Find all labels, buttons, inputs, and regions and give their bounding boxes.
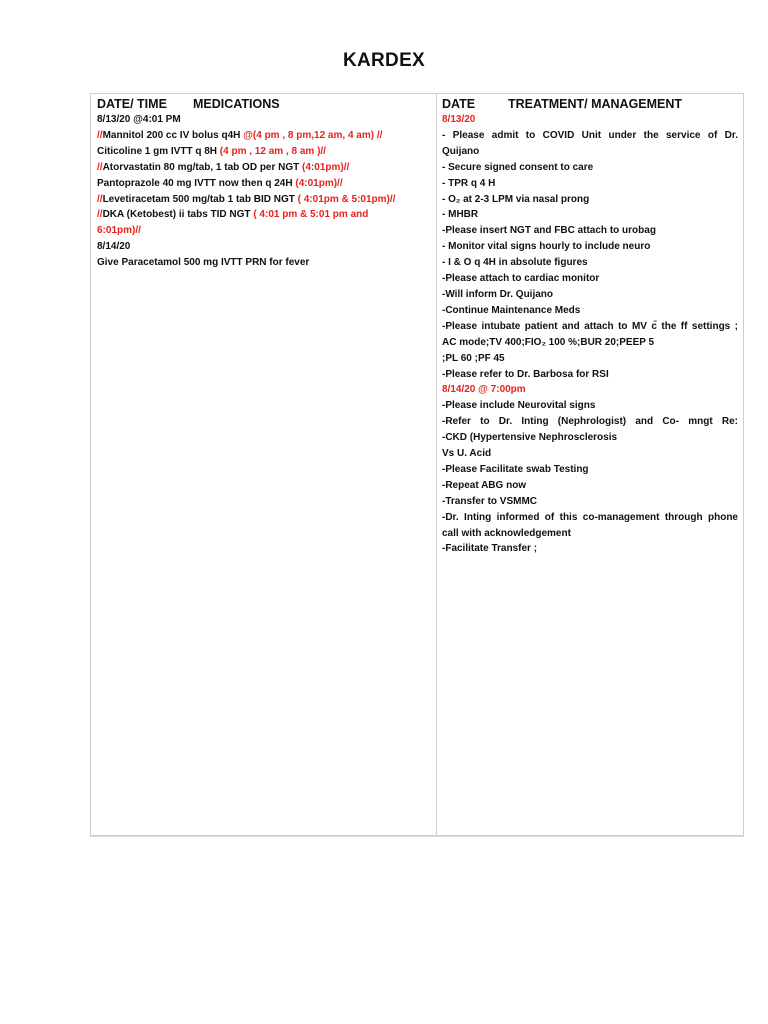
medication-line — [97, 144, 432, 160]
date-header: DATE — [442, 97, 476, 111]
medication-text: Atorvastatin 80 mg/tab, 1 tab OD per NGT — [102, 161, 303, 173]
medication-text: Citicoline 1 gm IVTT q 8H — [97, 145, 220, 157]
medication-text: // — [97, 193, 103, 205]
treatment-line — [442, 335, 738, 351]
treatment-line — [442, 462, 738, 478]
treatment-text: -Refer to Dr. Inting (Nephrologist) and Co- mngt Re: — [442, 416, 738, 428]
medication-text: Mannitol 200 cc IV bolus q4H — [102, 129, 244, 141]
treatment-text: - TPR q 4 H — [442, 177, 496, 189]
treatment-line — [442, 223, 738, 239]
treatment-text: -Repeat ABG now — [442, 479, 527, 491]
medication-line — [97, 223, 432, 239]
medication-line — [97, 176, 432, 192]
treatment-line — [442, 510, 738, 526]
medications-column — [91, 94, 437, 835]
treatment-line — [442, 287, 738, 303]
treatment-line — [442, 112, 738, 128]
medication-text: Pantoprazole 40 mg IVTT now then q 24H — [97, 177, 296, 189]
treatment-line — [442, 303, 738, 319]
treatment-line — [442, 414, 738, 430]
treatment-text: -Facilitate Transfer ; — [442, 543, 538, 555]
treatment-line — [442, 351, 738, 367]
medication-text: (4:01pm)// — [302, 161, 350, 173]
treatment-text: -Please include Neurovital signs — [442, 400, 596, 412]
treatment-text: - Monitor vital signs hourly to include neuro — [442, 241, 651, 253]
medication-text: ( 4:01 pm & 5:01 pm and — [253, 209, 369, 221]
treatment-text: - Secure signed consent to care — [442, 161, 594, 173]
medication-line — [97, 207, 432, 223]
medication-text: // — [97, 209, 103, 221]
medication-line — [97, 192, 432, 208]
treatment-text: -Please attach to cardiac monitor — [442, 273, 600, 285]
treatment-line — [442, 526, 738, 542]
medication-line — [97, 239, 432, 255]
treatment-line — [442, 430, 738, 446]
medication-text: (4:01pm)// — [295, 177, 343, 189]
treatment-text: -Dr. Inting informed of this co-management through phone — [442, 511, 738, 523]
medication-text: (4 pm , 12 am , 8 am )// — [219, 145, 326, 157]
treatment-column — [437, 94, 743, 835]
treatment-line — [442, 382, 738, 398]
treatment-line — [442, 367, 738, 383]
medication-text: // — [97, 129, 103, 141]
treatment-line — [442, 239, 738, 255]
page-title: KARDEX — [342, 50, 426, 71]
treatment-line — [442, 478, 738, 494]
medication-text: DKA (Ketobest) ii tabs TID NGT — [102, 209, 254, 221]
treatment-line — [442, 271, 738, 287]
treatment-line — [442, 128, 738, 144]
treatment-text: AC mode;TV 400;FIO₂ 100 %;BUR 20;PEEP 5 — [442, 336, 655, 348]
treatment-text: - I & O q 4H in absolute figures — [442, 257, 588, 269]
treatment-line — [442, 192, 738, 208]
treatment-line — [442, 494, 738, 510]
treatment-line — [442, 446, 738, 462]
medication-text: Give Paracetamol 500 mg IVTT PRN for fever — [97, 257, 310, 269]
treatment-header — [442, 96, 738, 112]
medication-text: 6:01pm)// — [97, 225, 141, 237]
treatment-text: call with acknowledgement — [442, 527, 571, 539]
treatment-text: ;PL 60 ;PF 45 — [442, 352, 505, 364]
medication-line — [97, 255, 432, 271]
treatment-line — [442, 144, 738, 160]
treatment-text: -Continue Maintenance Meds — [442, 304, 581, 316]
medication-text: @(4 pm , 8 pm,12 am, 4 am) // — [243, 129, 383, 141]
treatment-text: -Please Facilitate swab Testing — [442, 463, 589, 475]
treatment-text: Vs U. Acid — [442, 448, 492, 460]
treatment-text: -Will inform Dr. Quijano — [442, 288, 554, 300]
treatment-list — [442, 112, 738, 557]
treatment-text: -Please refer to Dr. Barbosa for RSI — [442, 368, 609, 380]
medication-text: 8/13/20 @4:01 PM — [97, 114, 181, 125]
treatment-line — [442, 319, 738, 335]
treatment-line — [442, 160, 738, 176]
medication-line — [97, 160, 432, 176]
treatment-text: 8/13/20 — [442, 114, 476, 125]
medications-list — [97, 112, 432, 271]
medication-text: Levetiracetam 500 mg/tab 1 tab BID NGT — [102, 193, 298, 205]
medication-text: ( 4:01pm & 5:01pm)// — [297, 193, 396, 205]
treatment-header-label: TREATMENT/ MANAGEMENT — [508, 97, 683, 111]
medications-header — [97, 96, 432, 112]
treatment-text: -CKD (Hypertensive Nephrosclerosis — [442, 432, 618, 444]
treatment-text: 8/14/20 @ 7:00pm — [442, 384, 526, 396]
medications-header-label: MEDICATIONS — [193, 97, 280, 111]
medication-line — [97, 128, 432, 144]
treatment-text: -Transfer to VSMMC — [442, 495, 538, 507]
treatment-line — [442, 207, 738, 223]
treatment-line — [442, 176, 738, 192]
medication-text: // — [97, 161, 103, 173]
medication-text: 8/14/20 — [97, 241, 131, 253]
kardex-table — [90, 93, 744, 836]
treatment-line — [442, 255, 738, 271]
treatment-text: Quijano — [442, 145, 480, 157]
treatment-line — [442, 398, 738, 414]
treatment-line — [442, 541, 738, 557]
treatment-text: -Please intubate patient and attach to MV c̄ the ff settings ; — [442, 320, 738, 332]
medication-line — [97, 112, 432, 128]
date-time-header: DATE/ TIME — [97, 97, 167, 111]
treatment-text: -Please insert NGT and FBC attach to urobag — [442, 225, 656, 237]
treatment-text: - MHBR — [442, 209, 479, 221]
treatment-text: - O₂ at 2-3 LPM via nasal prong — [442, 193, 590, 205]
treatment-text: - Please admit to COVID Unit under the service of Dr. — [442, 129, 738, 141]
